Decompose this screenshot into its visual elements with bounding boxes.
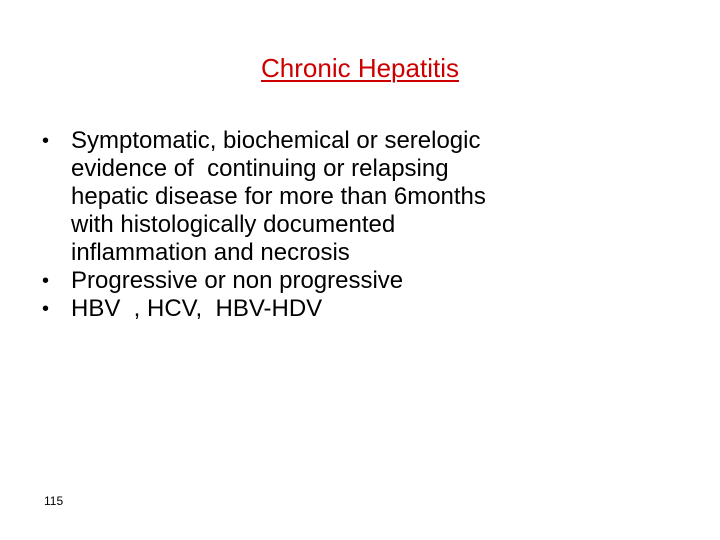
bullet-text: HBV , HCV, HBV-HDV bbox=[71, 295, 323, 322]
bullet-text: Progressive or non progressive bbox=[71, 267, 404, 294]
slide-title-text: Chronic Hepatitis bbox=[261, 53, 459, 83]
bullet-item bbox=[42, 127, 682, 267]
bullet-item bbox=[42, 267, 682, 295]
bullet-list bbox=[42, 127, 682, 323]
page-number: 115 bbox=[44, 494, 64, 508]
slide-title bbox=[0, 52, 720, 84]
bullet-icon: • bbox=[42, 270, 50, 292]
bullet-text: Symptomatic, biochemical or serelogic evidence of continuing or relapsing hepatic disease for more than 6months with histologically documented inflammation and necrosis bbox=[71, 127, 486, 266]
bullet-item bbox=[42, 295, 682, 323]
bullet-icon: • bbox=[42, 130, 50, 152]
bullet-icon: • bbox=[42, 298, 50, 320]
